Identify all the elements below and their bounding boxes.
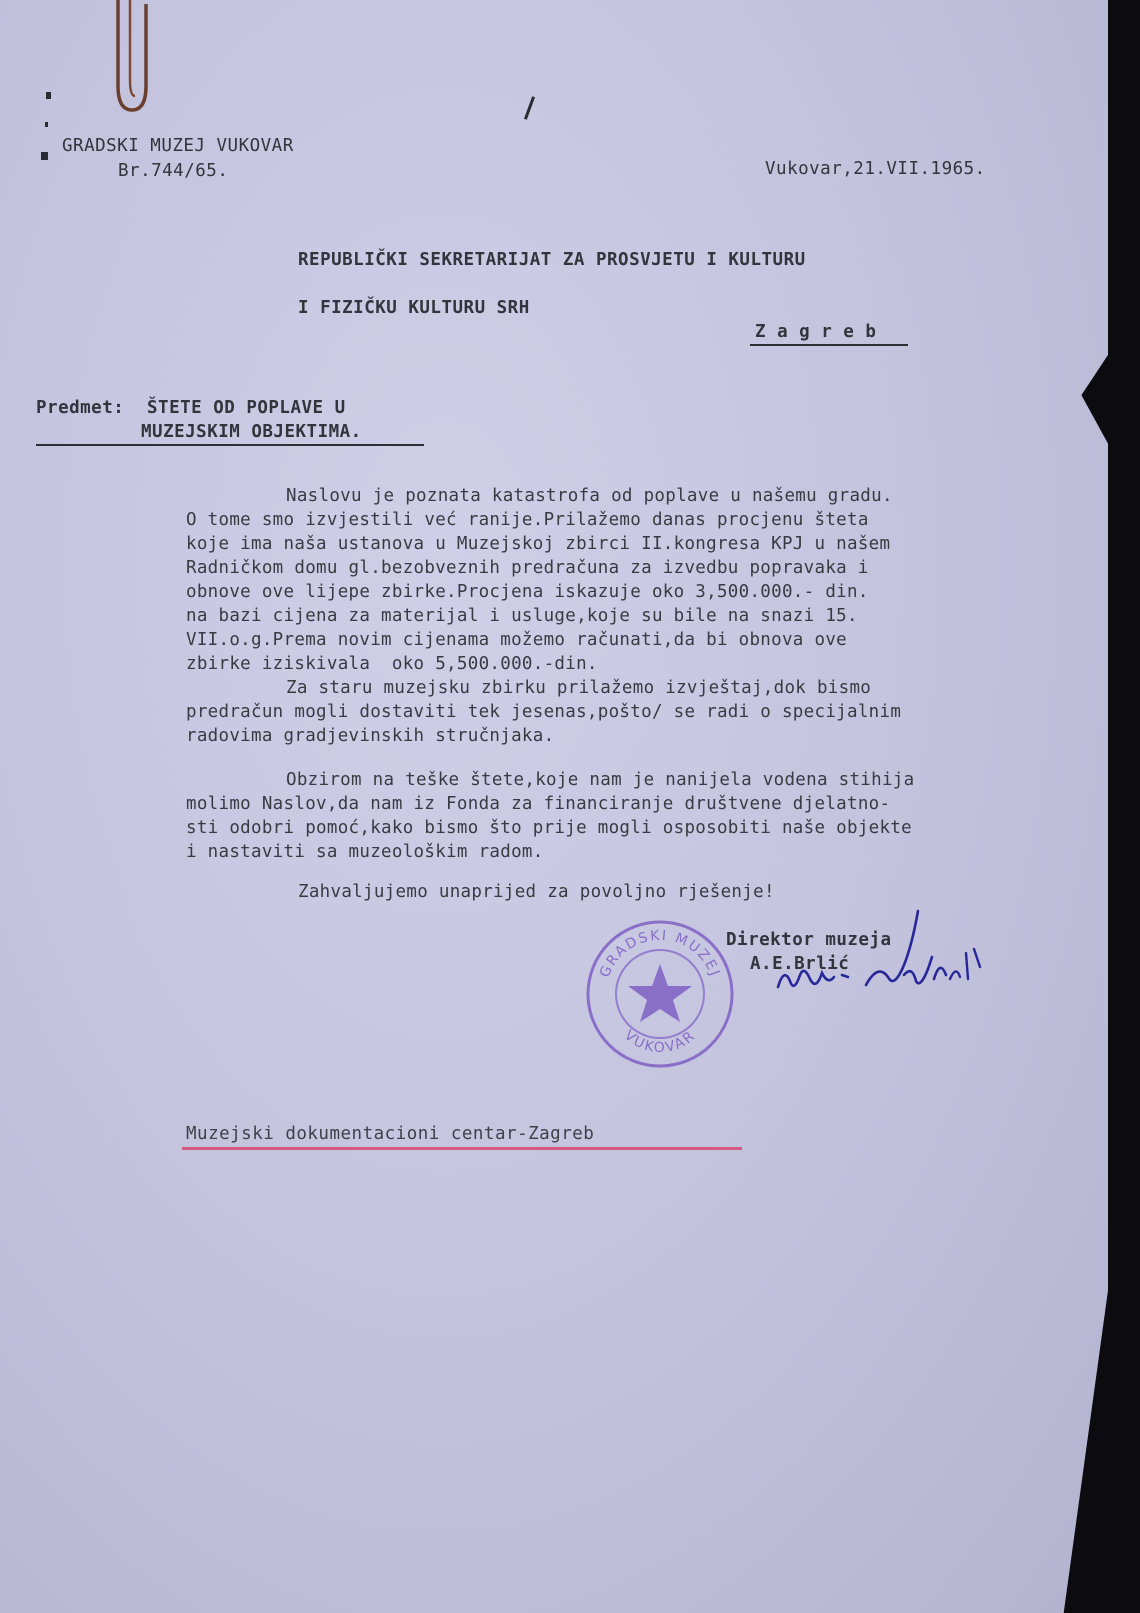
punch-mark [45,122,48,127]
reference-number: Br.744/65. [118,161,229,181]
svg-text:VUKOVAR [621,1027,699,1056]
body-line: i nastaviti sa muzeološkim radom. [186,842,544,862]
body-line: sti odobri pomoć,kako bismo što prije mogli osposobiti naše objekte [186,818,913,838]
punch-mark [46,92,51,99]
punch-mark [41,152,48,160]
body-line: na bazi cijena za materijal i usluge,koje su bile na snazi 15. [186,606,858,626]
body-line: obnove ove lijepe zbirke.Procjena iskazuje oko 3,500.000.- din. [186,582,869,602]
subject-line-1: ŠTETE OD POPLAVE U [147,398,346,418]
paperclip-icon [100,0,156,118]
institution-name: GRADSKI MUZEJ VUKOVAR [62,136,294,156]
signature-name: A.E.Brlić [750,954,850,974]
footer-underline [182,1147,742,1150]
body-line: Obzirom na teške štete,koje nam je nanijela vodena stihija [286,770,915,790]
body-line: molimo Naslov,da nam iz Fonda za financiranje društvene djelatno- [186,794,891,814]
body-line: koje ima naša ustanova u Muzejskoj zbirci II.kongresa KPJ u našem [186,534,891,554]
body-line: predračun mogli dostaviti tek jesenas,pošto/ se radi o specijalnim [186,702,902,722]
city-underline [750,344,908,346]
body-line: VII.o.g.Prema novim cijenama možemo računati,da bi obnova ove [186,630,847,650]
stamp-bottom-text: VUKOVAR [620,1027,700,1057]
signature-title: Direktor muzeja [726,930,892,950]
handwritten-signature [770,905,1000,1015]
recipient-line-1: REPUBLIČKI SEKRETARIJAT ZA PROSVJETU I KULTURU [298,250,806,270]
subject-underline [36,444,424,446]
body-line: O tome smo izvjestili već ranije.Prilažemo danas procjenu šteta [186,510,869,530]
body-line: Radničkom domu gl.bezobveznih predračuna za izvedbu popravaka i [186,558,869,578]
stamp-top-text: GRADSKI MUZEJ [596,927,724,980]
footer-note: Muzejski dokumentacioni centar-Zagreb [186,1124,595,1144]
place-date: Vukovar,21.VII.1965. [765,159,986,179]
recipient-line-2: I FIZIČKU KULTURU SRH [298,298,530,318]
recipient-city: Z a g r e b [755,322,877,342]
body-line: Naslovu je poznata katastrofa od poplave u našemu gradu. [286,486,893,506]
subject-line-2: MUZEJSKIM OBJEKTIMA. [141,422,362,442]
closing-line: Zahvaljujemo unaprijed za povoljno rješenje! [298,882,775,902]
body-line: Za staru muzejsku zbirku prilažemo izvještaj,dok bismo [286,678,872,698]
body-line: zbirke iziskivala oko 5,500.000.-din. [186,654,598,674]
body-line: radovima gradjevinskih stručnjaka. [186,726,555,746]
museum-stamp [584,918,736,1070]
subject-label: Predmet: [36,398,125,418]
